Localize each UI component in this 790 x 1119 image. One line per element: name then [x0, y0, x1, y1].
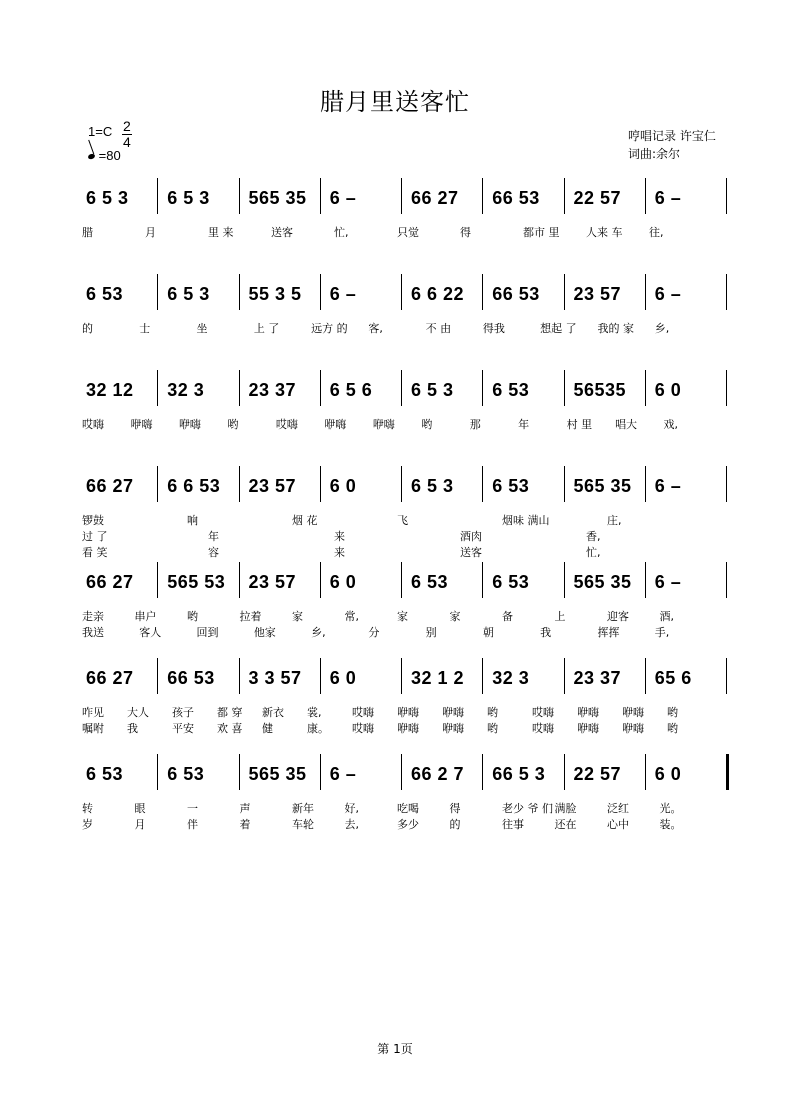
lyric-word: 装。 — [659, 818, 682, 831]
lyric-word: 年 — [208, 530, 219, 543]
measure: 6 0 — [654, 380, 682, 400]
measure: 23 37 — [248, 380, 297, 400]
lyric-word: 咿嗨 — [130, 418, 153, 431]
lyric-word: 往事 — [502, 818, 524, 831]
lyric-word: 那 — [469, 418, 481, 431]
lyric-word: 健 — [262, 722, 273, 735]
lyric-word: 烟味 满山 — [502, 514, 550, 527]
measure: 55 3 5 — [248, 284, 302, 304]
barline — [482, 562, 483, 598]
lyric-word: 人来 车 — [586, 226, 623, 239]
lyric-word: 别 — [425, 626, 437, 639]
notes-row — [82, 370, 732, 410]
tempo-value: =80 — [98, 148, 121, 163]
barline — [239, 370, 240, 406]
lyric-word: 我的 家 — [597, 322, 634, 335]
lyrics-block — [82, 608, 732, 640]
score-system — [0, 178, 790, 274]
lyric-word: 大人 — [127, 706, 149, 719]
barline — [401, 658, 402, 694]
lyric-word: 拉着 — [239, 610, 262, 623]
barline — [157, 178, 158, 214]
lyric-word: 伴 — [187, 818, 198, 831]
barline — [239, 274, 240, 310]
barline — [157, 370, 158, 406]
lyric-word: 士 — [139, 322, 151, 335]
time-signature-denominator: 4 — [123, 134, 131, 150]
credit-composer: 词曲:余尔 — [628, 147, 681, 161]
lyric-word: 上 — [554, 610, 566, 623]
lyric-word: 都 穿 — [217, 706, 243, 719]
lyric-word: 欢 喜 — [217, 722, 243, 735]
lyric-word: 烟 花 — [292, 514, 318, 527]
lyric-word: 分 — [368, 626, 380, 639]
lyric-word: 戏, — [663, 418, 679, 431]
barline — [157, 466, 158, 502]
score-system — [0, 466, 790, 562]
measure: 6 6 53 — [167, 476, 221, 496]
barline — [645, 754, 646, 790]
barline — [239, 658, 240, 694]
measure: 22 57 — [573, 764, 622, 784]
time-signature — [122, 119, 132, 150]
lyric-word: 朝 — [482, 626, 494, 639]
lyric-word: 远方 的 — [311, 322, 348, 335]
lyric-word: 过 了 — [82, 530, 108, 543]
measure: 6 0 — [329, 668, 357, 688]
measure: 56535 — [573, 380, 627, 400]
measure: 6 – — [329, 764, 357, 784]
barline — [482, 754, 483, 790]
measure: 65 6 — [654, 668, 692, 688]
lyric-word: 送客 — [460, 546, 482, 559]
lyric-word: 腊 — [82, 226, 93, 239]
lyric-word: 哎嗨 — [352, 722, 374, 735]
lyric-line — [82, 512, 732, 528]
lyric-word: 月 — [145, 226, 156, 239]
measure: 32 1 2 — [411, 668, 465, 688]
lyric-word: 我 — [127, 722, 138, 735]
credit-transcriber: 哼唱记录 许宝仁 — [628, 129, 716, 143]
lyric-word: 我送 — [82, 626, 104, 639]
measure: 23 57 — [248, 572, 297, 592]
time-signature-numerator: 2 — [123, 118, 131, 134]
lyric-word: 心中 — [607, 818, 629, 831]
score-system — [0, 562, 790, 658]
lyric-word: 家 — [292, 610, 303, 623]
measure: 32 3 — [492, 668, 530, 688]
measure: 6 53 — [492, 572, 530, 592]
tempo-marking — [88, 148, 121, 163]
measure: 66 27 — [86, 668, 134, 688]
barline — [564, 754, 565, 790]
lyrics-block — [82, 416, 732, 432]
barline — [482, 370, 483, 406]
measure: 6 53 — [492, 380, 530, 400]
barline — [645, 562, 646, 598]
measure: 6 5 3 — [86, 188, 129, 208]
measure: 6 6 22 — [411, 284, 465, 304]
lyric-word: 酒肉 — [460, 530, 482, 543]
lyric-word: 酒, — [659, 610, 674, 623]
barline-end — [726, 370, 727, 406]
barline — [482, 466, 483, 502]
lyric-word: 哟 — [487, 706, 498, 719]
barline — [401, 370, 402, 406]
lyric-word: 月 — [134, 818, 146, 831]
lyric-word: 老少 爷 们 — [502, 802, 553, 815]
lyric-word: 哎嗨 — [532, 722, 554, 735]
lyric-word: 还在 — [554, 818, 577, 831]
lyric-word: 不 由 — [425, 322, 452, 335]
measure: 6 – — [654, 284, 682, 304]
measure: 6 53 — [167, 764, 205, 784]
barline — [239, 178, 240, 214]
lyric-word: 都市 里 — [523, 226, 560, 239]
lyric-word: 哟 — [421, 418, 433, 431]
lyric-word: 客, — [368, 322, 383, 335]
measure: 6 53 — [86, 764, 124, 784]
lyric-word: 咋见 — [82, 706, 104, 719]
lyric-word: 咿嗨 — [397, 722, 419, 735]
barline — [320, 562, 321, 598]
measure: 66 53 — [492, 284, 540, 304]
barline — [157, 562, 158, 598]
lyrics-block — [82, 224, 732, 240]
lyric-line — [82, 416, 732, 432]
lyric-word: 得我 — [482, 322, 505, 335]
measure: 6 5 3 — [167, 188, 210, 208]
barline — [564, 274, 565, 310]
lyric-word: 吃喝 — [397, 802, 419, 815]
barline — [645, 466, 646, 502]
barline — [401, 562, 402, 598]
lyric-word: 里 来 — [208, 226, 234, 239]
lyric-word: 来 — [334, 546, 345, 559]
measure: 66 5 3 — [492, 764, 546, 784]
barline — [645, 370, 646, 406]
barline-end — [726, 274, 727, 310]
lyric-word: 家 — [449, 610, 461, 623]
barline — [320, 370, 321, 406]
notes-row — [82, 754, 732, 794]
lyric-word: 年 — [518, 418, 530, 431]
lyric-line — [82, 704, 732, 720]
lyric-word: 得 — [449, 802, 461, 815]
measure: 6 – — [654, 476, 682, 496]
lyric-word: 常, — [344, 610, 359, 623]
lyric-word: 客人 — [139, 626, 162, 639]
lyric-word: 哎嗨 — [82, 418, 104, 431]
score-system — [0, 370, 790, 466]
lyric-word: 咿嗨 — [372, 418, 395, 431]
lyrics-block — [82, 320, 732, 336]
lyric-word: 容 — [208, 546, 219, 559]
lyric-word: 哟 — [667, 722, 678, 735]
lyrics-block — [82, 800, 732, 832]
barline — [157, 754, 158, 790]
lyric-word: 的 — [449, 818, 461, 831]
lyric-word: 香, — [586, 530, 601, 543]
barline — [320, 466, 321, 502]
lyric-word: 迎客 — [607, 610, 629, 623]
lyric-word: 新衣 — [262, 706, 284, 719]
lyric-word: 着 — [239, 818, 251, 831]
lyric-word: 忙, — [334, 226, 349, 239]
lyric-word: 岁 — [82, 818, 93, 831]
key-signature: 1=C — [88, 124, 113, 139]
lyric-word: 满脸 — [554, 802, 577, 815]
lyrics-block — [82, 704, 732, 736]
lyric-word: 哎嗨 — [275, 418, 298, 431]
measure: 565 53 — [167, 572, 226, 592]
lyric-word: 多少 — [397, 818, 419, 831]
barline-end — [726, 466, 727, 502]
measure: 6 5 3 — [411, 476, 454, 496]
barline — [564, 658, 565, 694]
lyric-word: 咿嗨 — [442, 722, 464, 735]
lyric-word: 咿嗨 — [442, 706, 464, 719]
barline — [564, 466, 565, 502]
measure: 6 53 — [411, 572, 449, 592]
lyric-word: 哟 — [187, 610, 198, 623]
barline — [239, 562, 240, 598]
lyric-line — [82, 224, 732, 240]
measure: 66 53 — [167, 668, 215, 688]
barline — [482, 274, 483, 310]
lyric-word: 咿嗨 — [577, 722, 599, 735]
measure: 32 3 — [167, 380, 205, 400]
lyric-word: 他家 — [253, 626, 276, 639]
lyric-word: 咿嗨 — [577, 706, 599, 719]
lyric-word: 咿嗨 — [324, 418, 347, 431]
lyric-word: 我 — [540, 626, 552, 639]
barline-end — [726, 754, 729, 790]
measure: 6 5 6 — [329, 380, 373, 400]
page-number: 第 1页 — [377, 1042, 413, 1056]
measure: 6 0 — [329, 476, 357, 496]
lyric-word: 咿嗨 — [622, 706, 644, 719]
lyric-line — [82, 624, 732, 640]
barline — [157, 658, 158, 694]
lyric-line — [82, 816, 732, 832]
lyric-word: 上 了 — [253, 322, 280, 335]
barline — [401, 754, 402, 790]
barline-end — [726, 562, 727, 598]
lyric-word: 泛红 — [607, 802, 629, 815]
lyric-word: 新年 — [292, 802, 314, 815]
barline — [482, 658, 483, 694]
score-system — [0, 754, 790, 850]
score-system — [0, 274, 790, 370]
lyric-word: 忙, — [586, 546, 601, 559]
lyric-word: 唱大 — [615, 418, 638, 431]
barline-end — [726, 178, 727, 214]
measure: 565 35 — [248, 188, 307, 208]
lyric-word: 响 — [187, 514, 198, 527]
measure: 565 35 — [573, 572, 632, 592]
quarter-note-icon — [87, 153, 95, 160]
measure: 66 27 — [86, 572, 134, 592]
barline — [401, 178, 402, 214]
barline — [401, 466, 402, 502]
lyric-word: 备 — [502, 610, 513, 623]
lyric-word: 声 — [239, 802, 251, 815]
lyric-word: 的 — [82, 322, 93, 335]
lyric-line — [82, 720, 732, 736]
measure: 6 – — [654, 188, 682, 208]
lyric-word: 回到 — [196, 626, 219, 639]
lyric-word: 锣鼓 — [82, 514, 104, 527]
lyric-word: 孩子 — [172, 706, 194, 719]
barline — [320, 658, 321, 694]
lyric-word: 庄, — [607, 514, 622, 527]
lyric-line — [82, 544, 732, 560]
barline — [645, 178, 646, 214]
lyrics-block — [82, 512, 732, 560]
measure: 3 3 57 — [248, 668, 302, 688]
measure: 6 5 3 — [411, 380, 454, 400]
lyric-word: 眼 — [134, 802, 146, 815]
lyric-word: 哎嗨 — [532, 706, 554, 719]
lyric-word: 得 — [460, 226, 471, 239]
lyric-word: 好, — [344, 802, 359, 815]
song-title: 腊月里送客忙 — [320, 88, 470, 116]
lyric-word: 嘱咐 — [82, 722, 104, 735]
lyric-word: 光。 — [659, 802, 682, 815]
lyric-word: 想起 了 — [540, 322, 577, 335]
lyric-word: 串户 — [134, 610, 157, 623]
measure: 23 57 — [573, 284, 622, 304]
measure: 66 53 — [492, 188, 540, 208]
measure: 6 – — [654, 572, 682, 592]
lyric-line — [82, 320, 732, 336]
measure: 66 2 7 — [411, 764, 465, 784]
notes-row — [82, 178, 732, 218]
notes-row — [82, 274, 732, 314]
measure: 565 35 — [573, 476, 632, 496]
barline — [320, 274, 321, 310]
barline — [239, 754, 240, 790]
barline — [482, 178, 483, 214]
notes-row — [82, 466, 732, 506]
lyric-word: 哟 — [227, 418, 239, 431]
lyric-word: 去, — [344, 818, 359, 831]
barline — [564, 562, 565, 598]
lyric-word: 乡, — [311, 626, 326, 639]
barline — [564, 178, 565, 214]
lyric-word: 挥挥 — [597, 626, 620, 639]
lyric-word: 村 里 — [566, 418, 593, 431]
barline — [401, 274, 402, 310]
lyric-word: 只觉 — [397, 226, 419, 239]
measure: 23 57 — [248, 476, 297, 496]
lyric-word: 哟 — [487, 722, 498, 735]
lyric-word: 咿嗨 — [622, 722, 644, 735]
measure: 66 27 — [411, 188, 459, 208]
lyric-word: 康。 — [307, 722, 329, 735]
lyric-word: 哎嗨 — [352, 706, 374, 719]
lyric-word: 往, — [649, 226, 664, 239]
barline — [239, 466, 240, 502]
lyric-word: 平安 — [172, 722, 194, 735]
measure: 6 5 3 — [167, 284, 210, 304]
barline — [320, 178, 321, 214]
notes-row — [82, 562, 732, 602]
lyric-word: 坐 — [196, 322, 208, 335]
lyric-word: 来 — [334, 530, 345, 543]
lyric-line — [82, 528, 732, 544]
notes-row — [82, 658, 732, 698]
lyric-word: 家 — [397, 610, 408, 623]
measure: 32 12 — [86, 380, 134, 400]
lyric-word: 车轮 — [292, 818, 314, 831]
lyric-line — [82, 800, 732, 816]
measure: 6 0 — [329, 572, 357, 592]
measure: 6 0 — [654, 764, 682, 784]
lyric-word: 看 笑 — [82, 546, 108, 559]
barline — [564, 370, 565, 406]
measure: 66 27 — [86, 476, 134, 496]
lyric-word: 乡, — [654, 322, 670, 335]
lyric-word: 哟 — [667, 706, 678, 719]
lyric-word: 裳, — [307, 706, 322, 719]
lyric-word: 咿嗨 — [178, 418, 201, 431]
barline — [157, 274, 158, 310]
lyric-word: 一 — [187, 802, 198, 815]
measure: 6 – — [329, 284, 357, 304]
measure: 6 53 — [86, 284, 124, 304]
lyric-word: 手, — [654, 626, 670, 639]
score-system — [0, 658, 790, 754]
lyric-word: 走亲 — [82, 610, 104, 623]
lyric-word: 送客 — [271, 226, 293, 239]
barline — [320, 754, 321, 790]
measure: 565 35 — [248, 764, 307, 784]
lyric-word: 转 — [82, 802, 93, 815]
lyric-word: 飞 — [397, 514, 408, 527]
measure: 6 53 — [492, 476, 530, 496]
measure: 22 57 — [573, 188, 622, 208]
barline — [645, 658, 646, 694]
barline — [645, 274, 646, 310]
measure: 6 – — [329, 188, 357, 208]
lyric-line — [82, 608, 732, 624]
lyric-word: 咿嗨 — [397, 706, 419, 719]
barline-end — [726, 658, 727, 694]
measure: 23 37 — [573, 668, 622, 688]
